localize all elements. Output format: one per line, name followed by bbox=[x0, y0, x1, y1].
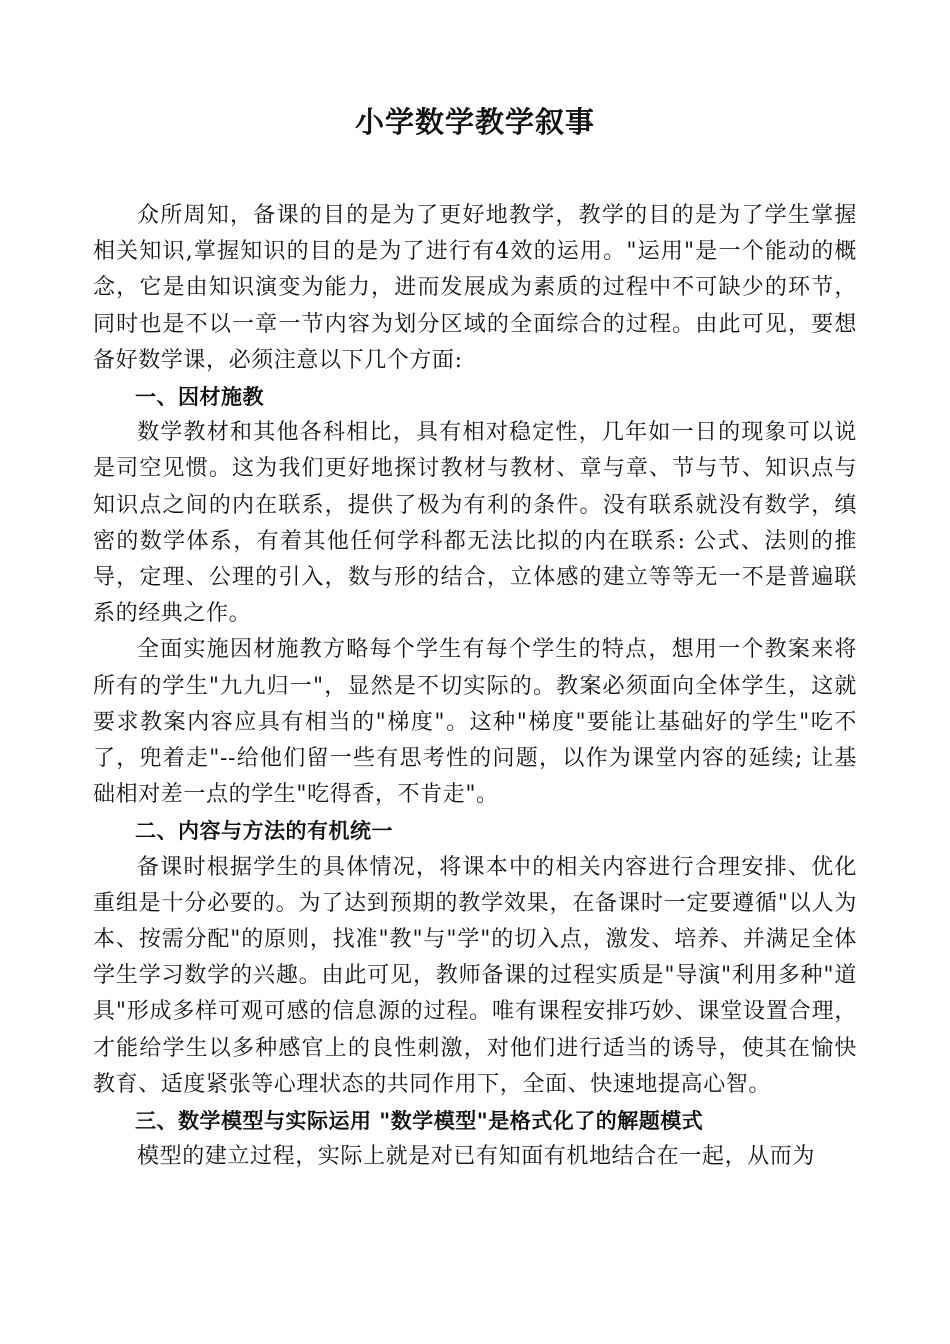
section-heading-1: 一、因材施教 bbox=[135, 385, 264, 410]
document-title: 小学数学教学叙事 bbox=[354, 105, 595, 139]
section-1-paragraph-2: 全面实施因材施教方略每个学生有每个学生的特点，想用一个教案来将所有的学生"九九归一"，显然是不切实际的。教案必须面向全体学生，这就要求教案内容应具有相当的"梯度"。这种"梯度"要能让基础好的学生"吃不了，兜着走"--给他们留一些有思考性的问题，以作为课堂内容的延续; 让基础相对差一点的学生"吃得香，不肯走"。 bbox=[93, 637, 857, 808]
section-heading-3: 三、数学模型与实际运用 "数学模型"是格式化了的解题模式 bbox=[135, 1109, 704, 1134]
document-body bbox=[93, 198, 857, 1175]
section-heading-2: 二、内容与方法的有机统一 bbox=[135, 819, 393, 844]
intro-paragraph: 众所周知，备课的目的是为了更好地教学，教学的目的是为了学生掌握相关知识,掌握知识的目的是为了进行有4效的运用。"运用"是一个能动的概念，它是由知识演变为能力，进而发展成为素质的过程中不可缺少的环节，同时也是不以一章一节内容为划分区域的全面综合的过程。由此可见，要想备好数学课，必须注意以下几个方面: bbox=[93, 203, 857, 373]
section-1-paragraph-1: 数学教材和其他各科相比，具有相对稳定性，几年如一日的现象可以说是司空见惯。这为我们更好地探讨教材与教材、章与章、节与节、知识点与知识点之间的内在联系，提供了极为有利的条件。没有联系就没有数学，缜密的数学体系，有着其他任何学科都无法比拟的内在联系: 公式、法则的推导，定理、公理的引入，数与形的结合，立体感的建立等等无一不是普遍联系的经典之作。 bbox=[93, 420, 857, 627]
section-3-paragraph-1: 模型的建立过程，实际上就是对已有知面有机地结合在一起，从而为 bbox=[137, 1144, 816, 1170]
section-2-paragraph-1: 备课时根据学生的具体情况，将课本中的相关内容进行合理安排、优化重组是十分必要的。为了达到预期的教学效果，在备课时一定要遵循"以人为本、按需分配"的原则，找准"教"与"学"的切入点，激发、培养、并满足全体学生学习数学的兴趣。由此可见，教师备课的过程实质是"导演"利用多种"道具"形成多样可观可感的信息源的过程。唯有课程安排巧妙、课堂设置合理，才能给学生以多种感官上的良性刺激，对他们进行适当的诱导，使其在愉快教育、适度紧张等心理状态的共同作用下，全面、快速地提高心智。 bbox=[93, 854, 857, 1097]
